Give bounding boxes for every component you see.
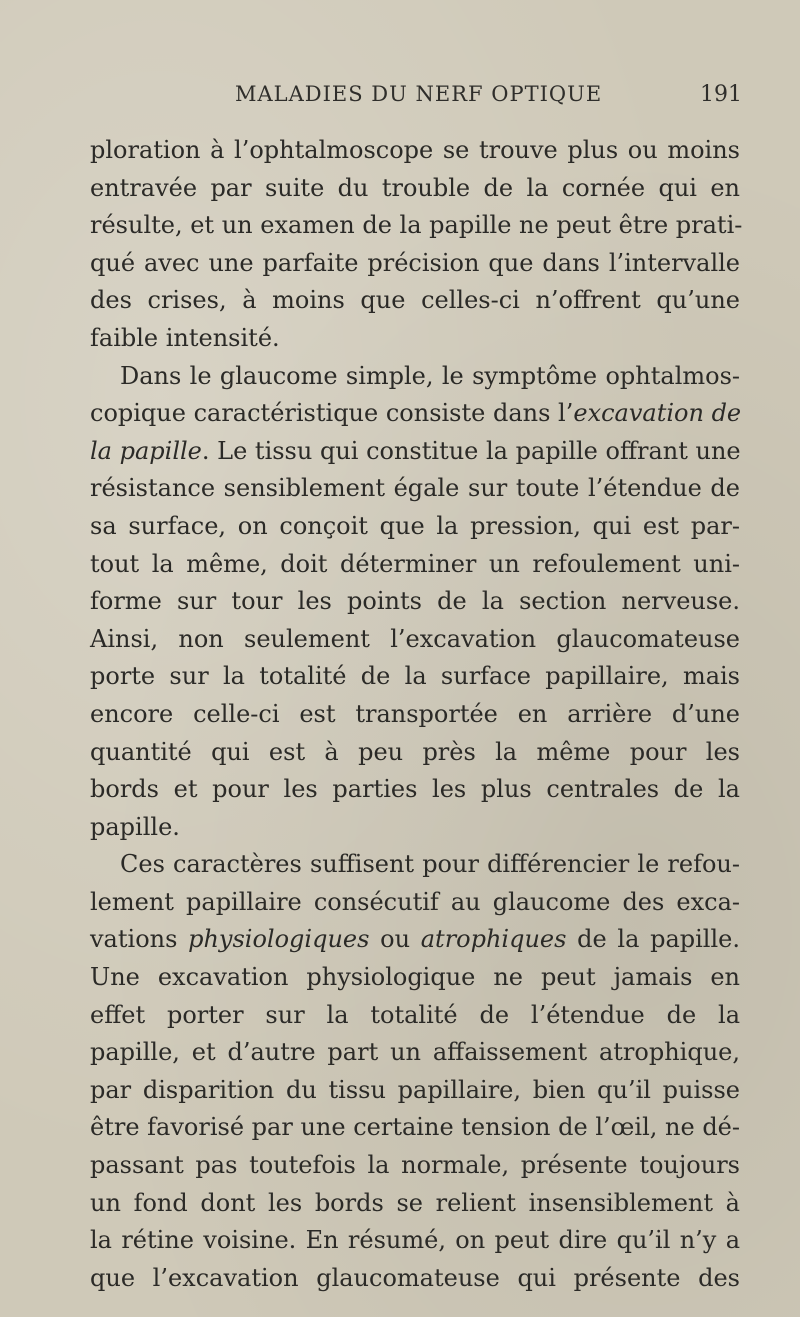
text-line: un fond dont les bords se relient insensiblement à — [90, 1188, 740, 1217]
italic-run: excavation de — [573, 399, 742, 428]
text-line: que l’excavation glaucomateuse qui présente des — [90, 1263, 740, 1292]
text-line: papille, et d’autre part un affaissement atrophique, — [90, 1038, 740, 1067]
text-line: Ces caractères suffisent pour différencier le refou- — [120, 850, 740, 879]
text-run: . Le tissu qui constitue la papille offrant une — [201, 436, 741, 465]
italic-run: atrophiques — [420, 925, 567, 954]
text-line: résulte, et un examen de la papille ne peut être prati- — [90, 211, 743, 240]
text-line: par disparition du tissu papillaire, bien qu’il puisse — [90, 1075, 740, 1104]
body-text — [90, 132, 743, 1297]
text-line: bords et pour les parties les plus centrales de la — [90, 775, 740, 804]
text-line: quantité qui est à peu près la même pour les — [90, 737, 740, 766]
text-line: Ainsi, non seulement l’excavation glaucomateuse — [90, 624, 740, 653]
text-line: qué avec une parfaite précision que dans l’intervalle — [90, 248, 740, 277]
text-line — [90, 921, 740, 959]
text-line: Une excavation physiologique ne peut jamais en — [90, 963, 740, 992]
text-line — [90, 433, 740, 471]
page-number: 191 — [700, 82, 742, 107]
text-line: Dans le glaucome simple, le symptôme ophtalmos- — [120, 361, 740, 390]
text-run: ou — [369, 925, 421, 954]
text-line: passant pas toutefois la normale, présente toujours — [90, 1151, 740, 1180]
text-line: sa surface, on conçoit que la pression, qui est par- — [90, 511, 740, 540]
text-line: résistance sensiblement égale sur toute l’étendue de — [90, 474, 740, 503]
text-line: faible intensité. — [90, 323, 280, 352]
text-run: vations — [90, 925, 189, 954]
text-run: copique caractéristique consiste dans l’ — [90, 399, 574, 428]
text-line: être favorisé par une certaine tension de l’œil, ne dé- — [90, 1113, 740, 1142]
text-line: des crises, à moins que celles-ci n’offrent qu’une — [90, 286, 740, 315]
running-head: MALADIES DU NERF OPTIQUE — [235, 82, 603, 106]
text-line: lement papillaire consécutif au glaucome des exca- — [90, 887, 740, 916]
text-run: de la papille. — [566, 925, 740, 954]
text-line — [90, 395, 740, 433]
text-line: effet porter sur la totalité de l’étendue de la — [90, 1000, 740, 1029]
text-line: tout la même, doit déterminer un refoulement uni- — [90, 549, 740, 578]
text-line: porte sur la totalité de la surface papillaire, mais — [90, 662, 740, 691]
text-line: ploration à l’ophtalmoscope se trouve plus ou moins — [90, 136, 740, 164]
italic-run: la papille — [90, 436, 202, 465]
text-line: encore celle-ci est transportée en arrière d’une — [90, 699, 740, 728]
text-line: entravée par suite du trouble de la cornée qui en — [90, 173, 740, 202]
text-line: forme sur tour les points de la section nerveuse. — [90, 587, 740, 616]
italic-run: physiologiques — [188, 925, 370, 954]
text-line: papille. — [90, 812, 180, 841]
text-line: la rétine voisine. En résumé, on peut dire qu’il n’y a — [90, 1226, 740, 1255]
